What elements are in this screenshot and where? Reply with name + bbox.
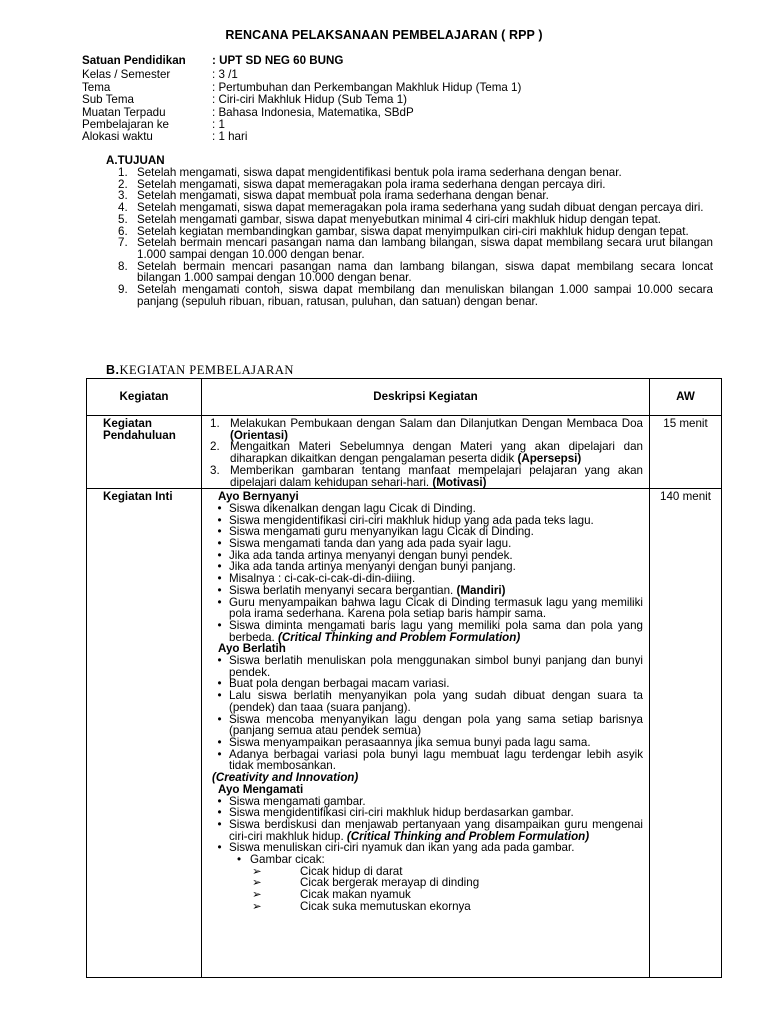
item-text: Setelah bermain mencari pasangan nama dan lambang bilangan, siswa dapat membilang secara loncat bilangan 1.000 sampai dengan 10.000 dengan benar. bbox=[137, 259, 713, 285]
info-value: : Ciri-ciri Makhluk Hidup (Sub Tema 1) bbox=[212, 93, 408, 107]
list-item bbox=[210, 441, 643, 464]
list-item bbox=[118, 214, 713, 226]
item-number: 3. bbox=[118, 189, 128, 203]
aw-pendahuluan: 15 menit bbox=[650, 416, 722, 489]
section-b-letter: B. bbox=[106, 363, 120, 377]
item-text: Cicak suka memutuskan ekornya bbox=[300, 899, 471, 913]
item-text bbox=[230, 465, 643, 488]
info-label: Sub Tema bbox=[82, 93, 134, 107]
bullet-icon: • bbox=[217, 794, 222, 808]
item-text: Siswa dikenalkan dengan lagu Cicak di Dinding. bbox=[229, 501, 476, 515]
list-item bbox=[118, 261, 713, 284]
bullet-icon: • bbox=[237, 853, 242, 867]
item-text: Jika ada tanda artinya menyanyi dengan bunyi pendek. bbox=[229, 548, 513, 562]
list-item bbox=[210, 620, 643, 643]
table-row-inti bbox=[87, 489, 722, 978]
item-text: Buat pola dengan berbagai macam variasi. bbox=[229, 677, 450, 691]
list-item bbox=[210, 690, 643, 713]
item-tag: (Motivasi) bbox=[432, 475, 487, 489]
bullet-icon: • bbox=[217, 747, 222, 761]
bullet-icon: • bbox=[217, 735, 222, 749]
bullet-icon: • bbox=[217, 525, 222, 539]
item-text: Setelah mengamati gambar, siswa dapat menyebutkan minimal 4 ciri-ciri makhluk hidup dengan tepat. bbox=[137, 212, 661, 226]
item-text: Siswa berlatih menuliskan pola menggunakan simbol bunyi panjang dan bunyi pendek. bbox=[229, 654, 643, 679]
item-text: Siswa mengamati guru menyanyikan lagu Cicak di Dinding. bbox=[229, 525, 534, 539]
item-text: Siswa mencoba menyanyikan lagu dengan pola yang sama setiap barisnya (panjang semua atau pendek semua) bbox=[229, 712, 643, 738]
info-label: Alokasi waktu bbox=[82, 130, 153, 144]
list-item bbox=[210, 749, 643, 772]
item-text: Siswa menuliskan ciri-ciri nyamuk dan ikan yang ada pada gambar. bbox=[229, 841, 575, 855]
info-value: : 1 hari bbox=[212, 130, 248, 144]
item-tag: (Orientasi) bbox=[230, 428, 288, 442]
info-label: Muatan Terpadu bbox=[82, 105, 166, 119]
bullet-icon: • bbox=[217, 513, 222, 527]
list-item bbox=[118, 167, 713, 179]
list-item bbox=[118, 237, 713, 260]
info-value: : 3 /1 bbox=[212, 68, 238, 82]
bullet-icon: • bbox=[217, 583, 222, 597]
item-text: Siswa mengidentifikasi ciri-ciri makhluk hidup yang ada pada teks lagu. bbox=[229, 513, 594, 527]
kegiatan-table bbox=[86, 378, 722, 978]
bullet-icon: • bbox=[217, 501, 222, 515]
item-text bbox=[230, 441, 643, 464]
item-text: Cicak makan nyamuk bbox=[300, 888, 411, 902]
item-text: Guru menyampaikan bahwa lagu Cicak di Dinding termasuk lagu yang memiliki pola irama sederhana. Karena pola setiap baris hampir sama. bbox=[229, 595, 643, 621]
item-number: 8. bbox=[118, 259, 128, 273]
header-kegiatan: Kegiatan bbox=[87, 379, 202, 416]
item-number: 5. bbox=[118, 212, 128, 226]
info-value: : Pertumbuhan dan Perkembangan Makhluk Hidup (Tema 1) bbox=[212, 80, 522, 94]
aw-inti: 140 menit bbox=[650, 489, 722, 978]
section-a-heading: A.TUJUAN bbox=[106, 154, 165, 167]
info-block bbox=[82, 55, 521, 144]
gambar-list bbox=[210, 854, 643, 866]
list-item bbox=[118, 284, 713, 307]
info-label: Satuan Pendidikan bbox=[82, 54, 186, 67]
item-text: Gambar cicak: bbox=[250, 853, 325, 867]
list-item bbox=[210, 714, 643, 737]
section-b-text: KEGIATAN PEMBELAJARAN bbox=[119, 363, 294, 377]
bullet-icon: • bbox=[217, 806, 222, 820]
list-item bbox=[210, 737, 643, 749]
item-text: Setelah mengamati contoh, siswa dapat membilang dan menuliskan bilangan 1.000 sampai 10.000 secara panjang (sepuluh ribuan, ribuan, ratusan, puluhan, dan satuan) dengan benar. bbox=[137, 283, 713, 308]
info-value: : Bahasa Indonesia, Matematika, SBdP bbox=[212, 105, 414, 119]
subheading-ayo-bernyanyi: Ayo Bernyanyi bbox=[218, 490, 299, 504]
item-text: Jika ada tanda artinya menyanyi dengan bunyi panjang. bbox=[229, 560, 516, 574]
list-item bbox=[210, 655, 643, 678]
bullet-icon: • bbox=[217, 537, 222, 551]
info-value: : UPT SD NEG 60 BUNG bbox=[212, 54, 344, 67]
item-text: Siswa mengidentifikasi ciri-ciri makhluk hidup berdasarkan gambar. bbox=[229, 806, 574, 820]
item-body: Siswa diminta mengamati baris lagu yang memiliki pola sama dan pola yang berbeda. bbox=[229, 618, 643, 644]
item-text: Cicak hidup di darat bbox=[300, 864, 403, 878]
info-label: Kelas / Semester bbox=[82, 68, 171, 82]
item-text bbox=[229, 585, 643, 597]
item-text: Setelah mengamati, siswa dapat memeragakan pola irama sederhana dengan percaya diri. bbox=[137, 177, 606, 191]
item-text: Setelah mengamati, siswa dapat membuat pola irama sederhana dengan benar. bbox=[137, 189, 549, 203]
item-number: 9. bbox=[118, 283, 128, 297]
bullet-icon: • bbox=[217, 841, 222, 855]
bullet-icon: • bbox=[217, 618, 222, 632]
item-text: Setelah mengamati, siswa dapat memeragakan pola irama sederhana yang sudah dibuat dengan percaya diri. bbox=[137, 201, 704, 215]
subheading-ayo-mengamati: Ayo Mengamati bbox=[218, 782, 304, 796]
item-number: 2. bbox=[118, 177, 128, 191]
item-text: Siswa mengamati tanda dan yang ada pada syair lagu. bbox=[229, 537, 512, 551]
mengamati-list bbox=[210, 796, 643, 855]
bullet-icon: • bbox=[217, 677, 222, 691]
item-number: 7. bbox=[118, 236, 128, 250]
item-tag: (Mandiri) bbox=[456, 583, 506, 597]
info-row bbox=[82, 69, 521, 81]
info-label: Tema bbox=[82, 80, 111, 94]
arrow-icon: ➢ bbox=[252, 864, 262, 878]
bullet-icon: • bbox=[217, 817, 222, 831]
item-text: Setelah mengamati, siswa dapat mengidentifikasi bentuk pola irama sederhana dengan benar. bbox=[137, 166, 622, 179]
info-label: Pembelajaran ke bbox=[82, 118, 170, 132]
item-number: 6. bbox=[118, 224, 128, 238]
item-body: Siswa berlatih menyanyi secara bergantian. bbox=[229, 583, 457, 597]
header-aw: AW bbox=[650, 379, 722, 416]
item-text bbox=[229, 819, 643, 842]
bullet-icon: • bbox=[217, 689, 222, 703]
item-number: 1. bbox=[210, 417, 220, 430]
list-item bbox=[237, 854, 643, 866]
deskripsi-pendahuluan bbox=[202, 416, 650, 489]
bullet-icon: • bbox=[217, 572, 222, 586]
item-text: Cicak bergerak merayap di dinding bbox=[300, 876, 480, 890]
item-text: Setelah kegiatan membandingkan gambar, siswa dapat menyimpulkan ciri-ciri makhluk hidup dengan tepat. bbox=[137, 224, 689, 238]
deskripsi-inti bbox=[202, 489, 650, 978]
berlatih-list bbox=[210, 655, 643, 772]
item-text: Setelah bermain mencari pasangan nama dan lambang bilangan, siswa dapat membilang secara urut bilangan 1.000 sampai dengan 10.000 dengan benar. bbox=[137, 236, 713, 261]
item-number: 3. bbox=[210, 463, 220, 477]
info-value: : 1 bbox=[212, 118, 225, 132]
table-row-pendahuluan bbox=[87, 416, 722, 489]
bullet-icon: • bbox=[217, 560, 222, 574]
list-item bbox=[252, 901, 643, 913]
arrow-icon: ➢ bbox=[252, 876, 262, 890]
item-text bbox=[230, 418, 643, 441]
info-row bbox=[82, 94, 521, 106]
list-item bbox=[210, 597, 643, 620]
table-header-row bbox=[87, 379, 722, 416]
item-body: Memberikan gambaran tentang manfaat mempelajari pelajaran yang akan dipelajari dalam kehidupan sehari-hari. bbox=[230, 463, 643, 489]
item-number: 2. bbox=[210, 440, 220, 454]
arrow-icon: ➢ bbox=[252, 899, 262, 913]
bernyanyi-list bbox=[210, 503, 643, 643]
section-b-heading bbox=[106, 363, 294, 378]
bullet-icon: • bbox=[217, 595, 222, 609]
arrow-icon: ➢ bbox=[252, 888, 262, 902]
info-row bbox=[82, 55, 521, 67]
item-text: Adanya berbagai variasi pola bunyi lagu membuat lagu terdengar lebih asyik tidak membosankan. bbox=[229, 747, 643, 773]
document-title: RENCANA PELAKSANAAN PEMBELAJARAN ( RPP ) bbox=[225, 28, 543, 42]
list-item bbox=[210, 503, 643, 515]
creativity-tag: (Creativity and Innovation) bbox=[212, 771, 359, 785]
item-text: Siswa mengamati gambar. bbox=[229, 794, 366, 808]
item-body: Mengaitkan Materi Sebelumnya dengan Materi yang akan dipelajari dan diharapkan dikaitkan dengan pengalaman peserta didik bbox=[230, 440, 643, 466]
item-text bbox=[229, 620, 643, 643]
subheading-ayo-berlatih: Ayo Berlatih bbox=[218, 642, 286, 656]
item-body: Siswa berdiskusi dan menjawab pertanyaan yang disampaikan guru mengenai ciri-ciri makhluk hidup. bbox=[229, 817, 643, 843]
pendahuluan-list bbox=[210, 418, 643, 488]
list-item bbox=[210, 465, 643, 488]
header-deskripsi: Deskripsi Kegiatan bbox=[202, 379, 650, 416]
info-row bbox=[82, 131, 521, 143]
item-number: 4. bbox=[118, 201, 128, 215]
item-text: Siswa menyampaikan perasaannya jika semua bunyi pada lagu sama. bbox=[229, 735, 591, 749]
item-body: Melakukan Pembukaan dengan Salam dan Dilanjutkan Dengan Membaca Doa bbox=[230, 417, 643, 430]
list-item bbox=[210, 819, 643, 842]
tujuan-list bbox=[118, 167, 713, 307]
item-tag: (Critical Thinking and Problem Formulation) bbox=[278, 630, 521, 644]
list-item bbox=[210, 418, 643, 441]
bullet-icon: • bbox=[217, 548, 222, 562]
kegiatan-pendahuluan-label: Kegiatan Pendahuluan bbox=[87, 416, 202, 489]
item-tag: (Apersepsi) bbox=[517, 452, 582, 466]
item-text: Misalnya : ci-cak-ci-cak-di-din-diiing. bbox=[229, 572, 416, 586]
list-item bbox=[210, 538, 643, 550]
cicak-list bbox=[210, 866, 643, 913]
bullet-icon: • bbox=[217, 654, 222, 668]
kegiatan-inti-label: Kegiatan Inti bbox=[87, 489, 202, 978]
item-text: Lalu siswa berlatih menyanyikan pola yang sudah dibuat dengan suara ta (pendek) dan taaa (suara panjang). bbox=[229, 689, 643, 714]
bullet-icon: • bbox=[217, 712, 222, 726]
item-tag: (Critical Thinking and Problem Formulation) bbox=[346, 829, 590, 843]
list-item bbox=[210, 585, 643, 597]
item-number: 1. bbox=[118, 166, 128, 179]
